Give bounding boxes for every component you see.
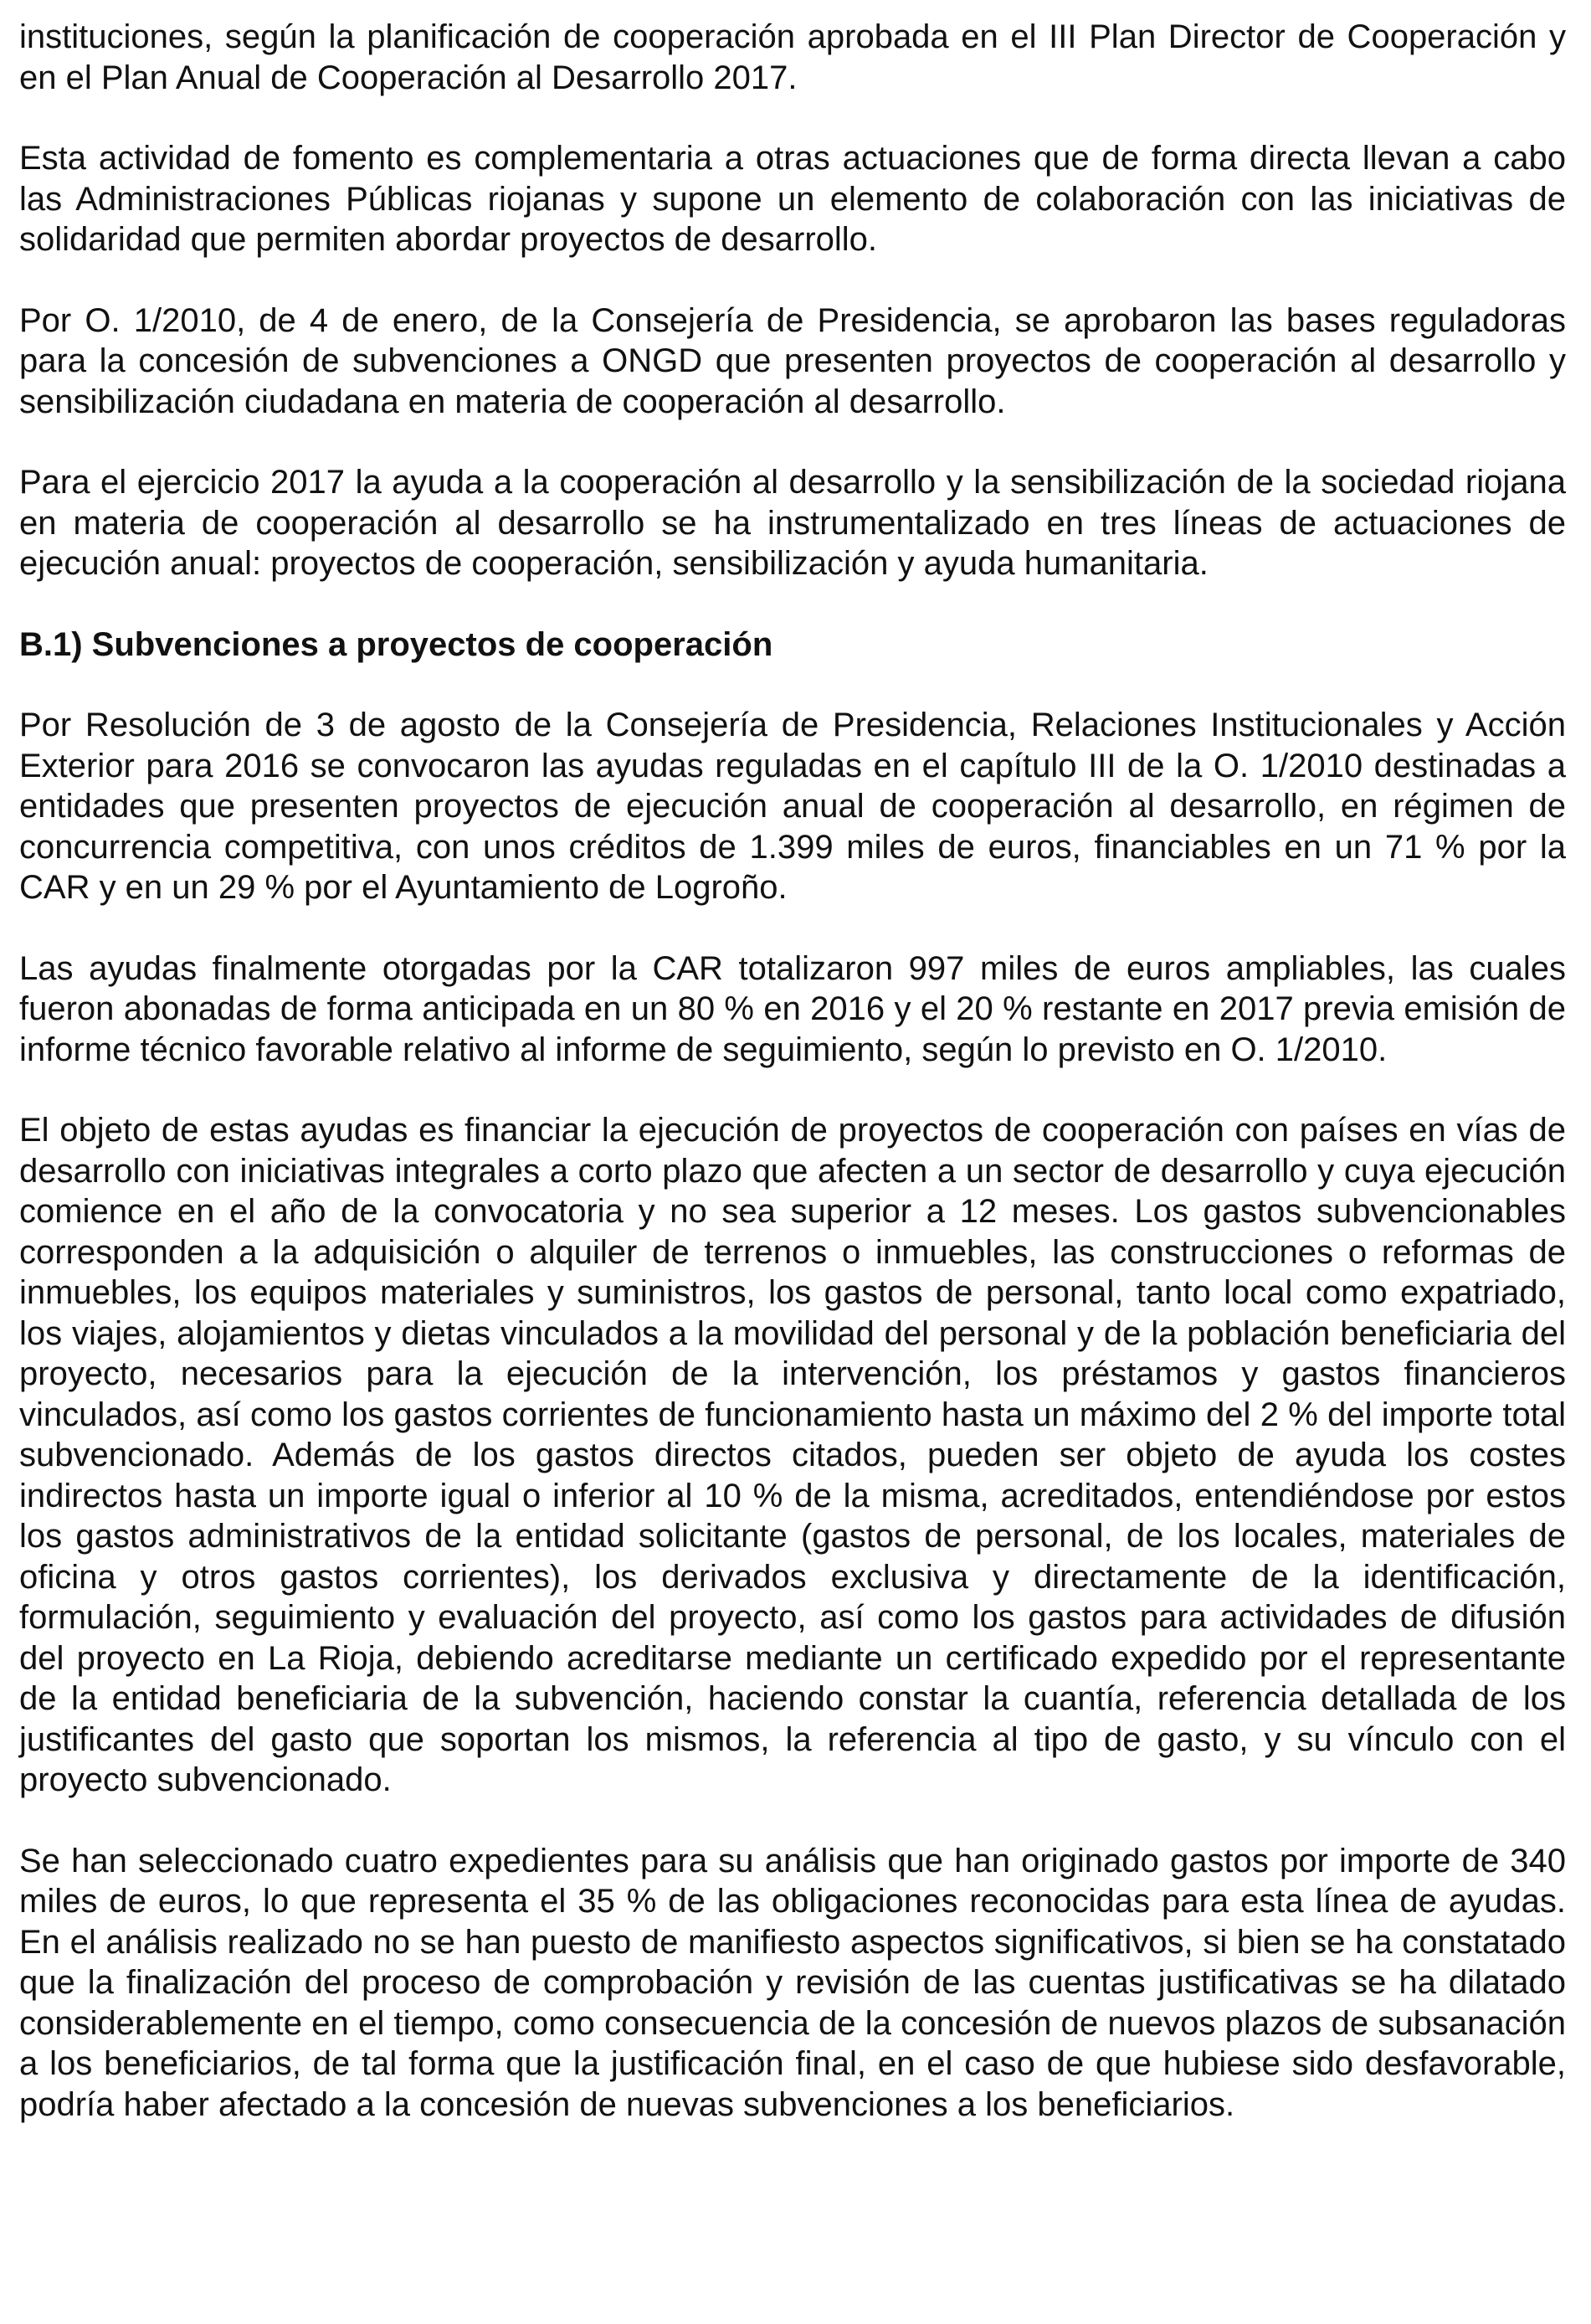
paragraph-bases-reguladoras: Por O. 1/2010, de 4 de enero, de la Consejería de Presidencia, se aprobaron las bases reguladoras para la concesión de subvenciones a ONGD que presenten proyectos de cooperación al desarrollo y sensibilización ciudadana en materia de cooperación al desarrollo. xyxy=(19,301,1566,420)
paragraph-expedientes-analisis: Se han seleccionado cuatro expedientes para su análisis que han originado gastos por importe de 340 miles de euros, lo que representa el 35 % de las obligaciones reconocidas para esta línea de ayudas. En el análisis realizado no se han puesto de manifiesto aspectos significativos, si bien se ha constatado que la finalización del proceso de comprobación y revisión de las cuentas justificativas se ha dilatado considerablemente en el tiempo, como consecuencia de la concesión de nuevos plazos de subsanación a los beneficiarios, de tal forma que la justificación final, en el caso de que hubiese sido desfavorable, podría haber afectado a la concesión de nuevas subvenciones a los beneficiarios. xyxy=(19,1842,1566,2123)
document-page xyxy=(19,17,1566,2165)
paragraph-resolucion: Por Resolución de 3 de agosto de la Consejería de Presidencia, Relaciones Institucionales y Acción Exterior para 2016 se convocaron las ayudas reguladas en el capítulo III de la O. 1/2010 destinadas a entidades que presenten proyectos de ejecución anual de cooperación al desarrollo, en régimen de concurrencia competitiva, con unos créditos de 1.399 miles de euros, financiables en un 71 % por la CAR y en un 29 % por el Ayuntamiento de Logroño. xyxy=(19,707,1566,906)
paragraph-ayudas-otorgadas: Las ayudas finalmente otorgadas por la CAR totalizaron 997 miles de euros ampliables, las cuales fueron abonadas de forma anticipada en un 80 % en 2016 y el 20 % restante en 2017 previa emisión de informe técnico favorable relativo al informe de seguimiento, según lo previsto en O. 1/2010. xyxy=(19,949,1566,1068)
paragraph-planificacion: instituciones, según la planificación de cooperación aprobada en el III Plan Director de Cooperación y en el Plan Anual de Cooperación al Desarrollo 2017. xyxy=(19,18,1566,96)
paragraph-objeto-ayudas: El objeto de estas ayudas es financiar la ejecución de proyectos de cooperación con países en vías de desarrollo con iniciativas integrales a corto plazo que afecten a un sector de desarrollo y cuya ejecución comience en el año de la convocatoria y no sea superior a 12 meses. Los gastos subvencionables corresponden a la adquisición o alquiler de terrenos o inmuebles, las construcciones o reformas de inmuebles, los equipos materiales y suministros, los gastos de personal, tanto local como expatriado, los viajes, alojamientos y dietas vinculados a la movilidad del personal y de la población beneficiaria del proyecto, necesarios para la ejecución de la intervención, los préstamos y gastos financieros vinculados, así como los gastos corrientes de funcionamiento hasta un máximo del 2 % del importe total subvencionado. Además de los gastos directos citados, pueden ser objeto de ayuda los costes indirectos hasta un importe igual o inferior al 10 % de la misma, acreditados, entendiéndose por estos los gastos administrativos de la entidad solicitante (gastos de personal, de los locales, materiales de oficina y otros gastos corrientes), los derivados exclusiva y directamente de la identificación, formulación, seguimiento y evaluación del proyecto, así como los gastos para actividades de difusión del proyecto en La Rioja, debiendo acreditarse mediante un certificado expedido por el representante de la entidad beneficiaria de la subvención, haciendo constar la cuantía, referencia detallada de los justificantes del gasto que soportan los mismos, la referencia al tipo de gasto, y su vínculo con el proyecto subvencionado. xyxy=(19,1112,1566,1798)
section-heading: B.1) Subvenciones a proyectos de cooperación xyxy=(19,625,773,663)
paragraph-actividad-fomento: Esta actividad de fomento es complementaria a otras actuaciones que de forma directa llevan a cabo las Administraciones Públicas riojanas y supone un elemento de colaboración con las iniciativas de solidaridad que permiten abordar proyectos de desarrollo. xyxy=(19,140,1566,258)
paragraph-ejercicio-2017: Para el ejercicio 2017 la ayuda a la cooperación al desarrollo y la sensibilización de la sociedad riojana en materia de cooperación al desarrollo se ha instrumentalizado en tres líneas de actuaciones de ejecución anual: proyectos de cooperación, sensibilización y ayuda humanitaria. xyxy=(19,464,1566,582)
